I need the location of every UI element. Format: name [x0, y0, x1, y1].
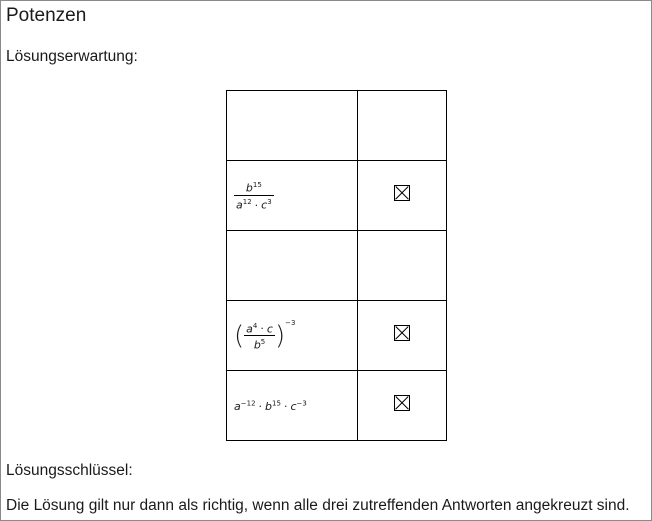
checkbox-cell — [358, 371, 447, 441]
table-row — [227, 161, 447, 231]
table-row — [227, 231, 447, 301]
table-row — [227, 301, 447, 371]
expression-cell — [227, 301, 358, 371]
checked-box-icon[interactable] — [394, 185, 410, 201]
grading-rule-text: Die Lösung gilt nur dann als richtig, wenn alle drei zutreffenden Antworten angekreuzt sind. — [6, 497, 630, 514]
expression-a4c-over-b5-power-minus3: ( $\frac{a^4 \cdot c}{b^5}$ )$^{-3}$ — [234, 318, 296, 353]
checked-box-icon[interactable] — [394, 395, 410, 411]
expression-a-12-b15-c-3: $a^{-12} \cdot b^{15} \cdot c^{-3}$ — [234, 398, 307, 413]
answer-table — [226, 90, 447, 441]
checkbox-cell — [358, 231, 447, 301]
expression-b15-over-a12c3: $\frac{b^{15}}{a^{12} \cdot c^3}$ — [236, 181, 272, 212]
expression-cell — [227, 91, 358, 161]
table-row — [227, 91, 447, 161]
page-title: Potenzen — [6, 5, 87, 26]
expression-cell — [227, 231, 358, 301]
expectation-label: Lösungserwartung: — [6, 48, 138, 65]
expression-cell — [227, 371, 358, 441]
expression-cell — [227, 161, 358, 231]
checkbox-cell — [358, 91, 447, 161]
checkbox-cell — [358, 301, 447, 371]
table-row — [227, 371, 447, 441]
checkbox-cell — [358, 161, 447, 231]
checked-box-icon[interactable] — [394, 325, 410, 341]
solution-key-label: Lösungsschlüssel: — [6, 462, 133, 479]
